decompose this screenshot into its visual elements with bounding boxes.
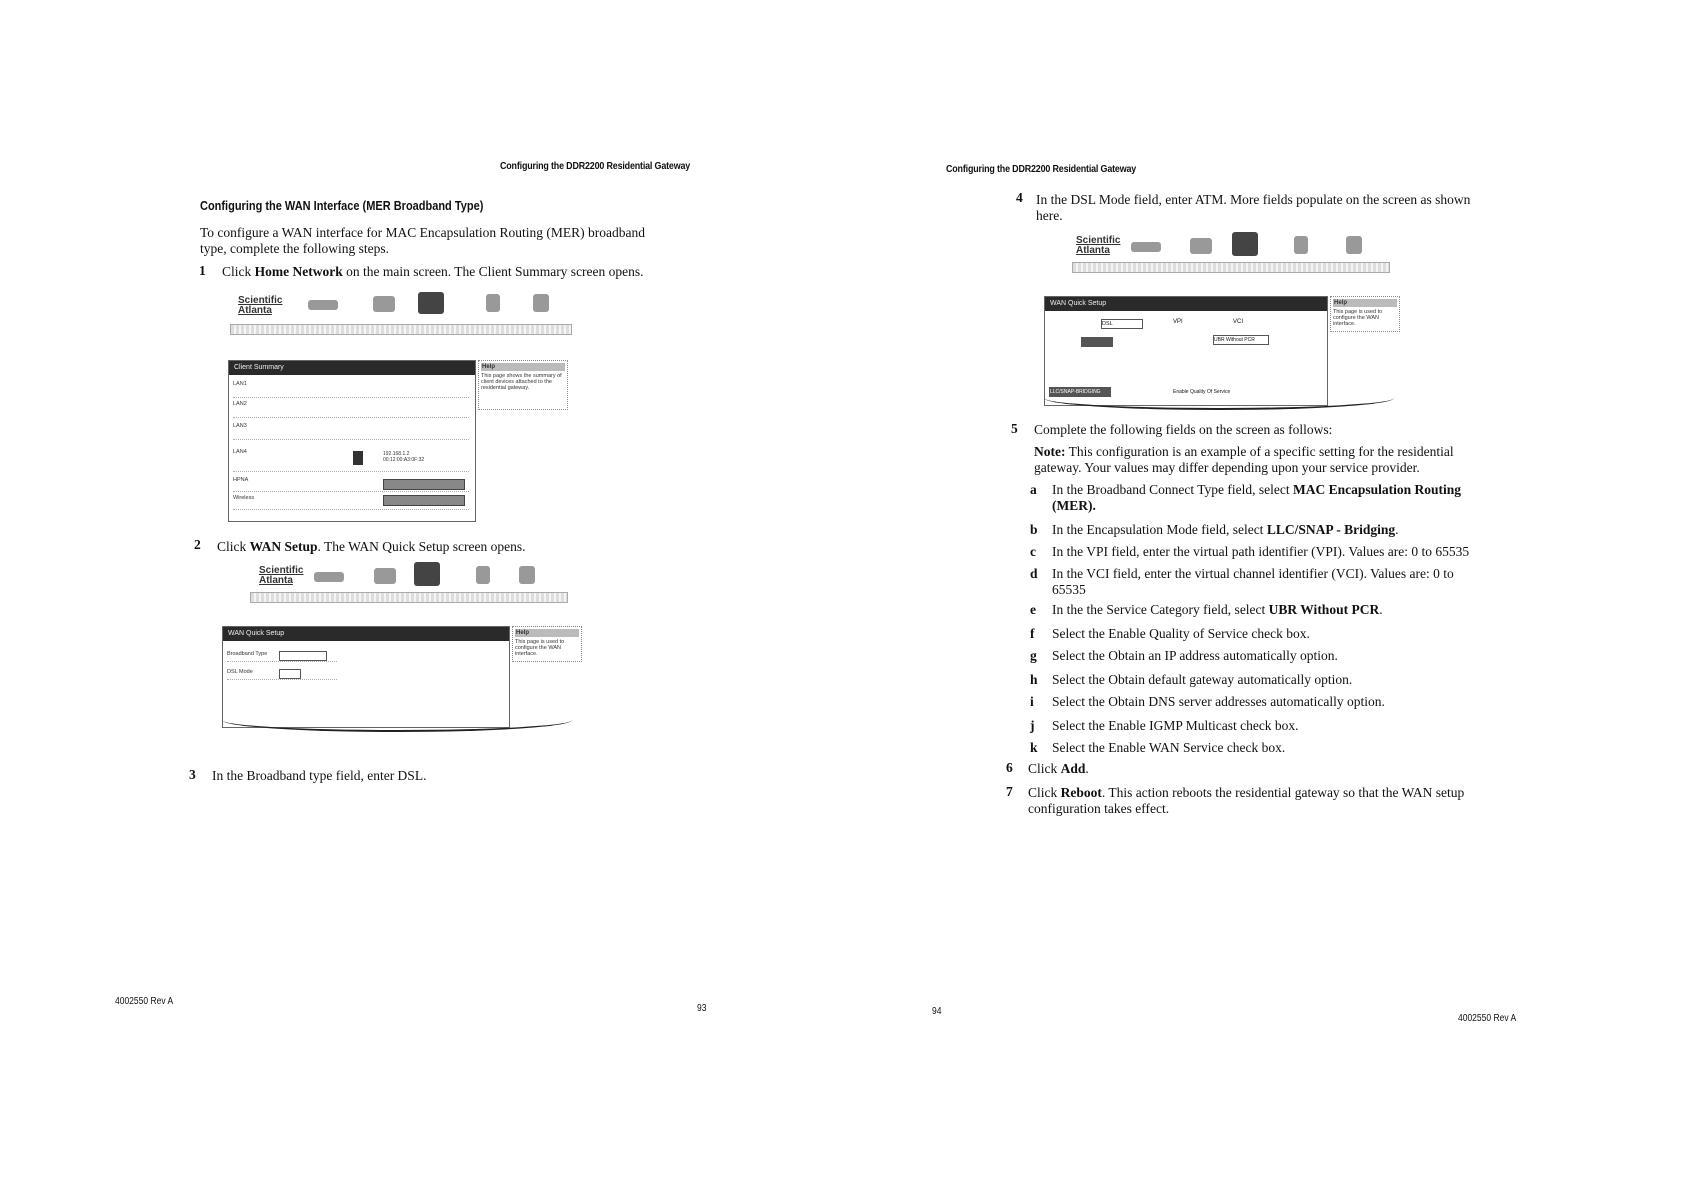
note-label: Note:	[1034, 444, 1066, 459]
broadband-type-select[interactable]	[279, 651, 327, 661]
system-icon	[308, 300, 338, 310]
step-text: . This action reboots the residential gateway so that the WAN setup	[1101, 785, 1465, 800]
panel-title: WAN Quick Setup	[1045, 297, 1327, 311]
step-text: on the main screen. The Client Summary screen opens.	[342, 264, 644, 279]
step-text: Click	[217, 539, 250, 554]
dsl-mode-select[interactable]	[279, 669, 301, 679]
client-address: 192.168.1.2 00:12:00:A3:0F:32	[383, 451, 425, 463]
step-6-text	[1028, 761, 1089, 777]
step-text: Click	[222, 264, 255, 279]
intro-line: type, complete the following steps.	[200, 241, 389, 256]
table-row: LAN2	[233, 401, 469, 418]
step-3-text: In the Broadband type field, enter DSL.	[212, 768, 427, 783]
substep-text-part: In the Encapsulation Mode field, select	[1052, 522, 1267, 537]
security-icon	[476, 566, 490, 584]
right-running-header: Configuring the DDR2200 Residential Gateway	[946, 163, 1137, 175]
substep-item	[1030, 648, 1610, 664]
qos-checkbox-label[interactable]: Enable Quality Of Service	[1173, 389, 1231, 395]
nav-bar[interactable]	[230, 324, 572, 335]
step-number: 1	[199, 263, 206, 278]
substep-text-line2: (MER).	[1052, 498, 1096, 513]
home-network-icon	[1232, 232, 1258, 256]
help-text: This page shows the summary of client devices attached to the residential gateway.	[481, 373, 562, 391]
step-2-text	[217, 539, 525, 555]
step-text: Click	[1028, 761, 1061, 776]
step-number: 4	[1016, 190, 1023, 205]
system-icon	[1131, 242, 1161, 252]
show-button[interactable]	[383, 495, 465, 506]
field-label: DSL Mode	[227, 669, 253, 675]
encapsulation-mode-select[interactable]: LLC/SNAP-BRIDGING	[1049, 387, 1111, 397]
step-7-text	[1028, 785, 1608, 817]
vpi-label: VPI	[1173, 319, 1183, 325]
client-summary-panel	[228, 360, 476, 522]
help-box	[1330, 296, 1400, 332]
step-bold: Reboot	[1060, 785, 1102, 800]
row-label: LAN4	[233, 449, 247, 455]
substep-letter: f	[1030, 626, 1035, 641]
advanced-icon	[519, 566, 535, 584]
substep-text	[1052, 740, 1610, 756]
show-button[interactable]	[383, 479, 465, 490]
substep-text-part: In the the Service Category field, select	[1052, 602, 1269, 617]
dsl-icon	[1190, 238, 1212, 254]
substep-text-part: Select the Obtain default gateway automatically option.	[1052, 672, 1353, 687]
substep-letter: c	[1030, 544, 1036, 559]
home-network-icon	[414, 562, 440, 586]
substep-text-part: Select the Enable IGMP Multicast check box.	[1052, 718, 1299, 733]
step-number: 7	[1006, 784, 1013, 799]
wan-setup-panel	[222, 626, 510, 728]
help-text: This page is used to configure the WAN interface.	[1333, 309, 1383, 327]
intro-line: To configure a WAN interface for MAC Encapsulation Routing (MER) broadband	[200, 225, 645, 240]
step-number: 3	[189, 767, 196, 782]
substep-text-part: Select the Obtain an IP address automatically option.	[1052, 648, 1338, 663]
note-paragraph	[1034, 444, 1594, 476]
intro-paragraph	[200, 225, 720, 257]
left-page-number: 93	[697, 1003, 707, 1014]
table-row: HPNA	[233, 477, 469, 492]
substep-item	[1030, 602, 1610, 618]
broadband-type-select[interactable]: DSL	[1101, 319, 1143, 329]
help-title: Help	[1333, 299, 1397, 307]
substep-text-part: .	[1379, 602, 1383, 617]
help-text: This page is used to configure the WAN interface.	[515, 639, 565, 657]
substep-text-line2: 65535	[1052, 582, 1086, 597]
system-icon	[314, 572, 344, 582]
wan-setup-panel	[1044, 296, 1328, 406]
substep-text-part: Select the Obtain DNS server addresses automatically option.	[1052, 694, 1385, 709]
substep-bold: MAC Encapsulation Routing	[1292, 482, 1462, 497]
substep-item	[1030, 694, 1610, 710]
computer-icon	[353, 451, 363, 465]
nav-bar[interactable]	[1072, 262, 1390, 273]
home-network-icon	[418, 292, 444, 314]
substep-text	[1052, 694, 1610, 710]
brand-logo: Scientific Atlanta	[1076, 235, 1121, 256]
section-title: Configuring the WAN Interface (MER Broadband Type)	[200, 199, 484, 213]
substep-item	[1030, 718, 1610, 734]
note-text: gateway. Your values may differ depending upon your service provider.	[1034, 460, 1420, 475]
right-page-number: 94	[932, 1006, 942, 1017]
help-title: Help	[481, 363, 565, 371]
step-number: 6	[1006, 760, 1013, 775]
substep-letter: k	[1030, 740, 1038, 755]
substep-letter: h	[1030, 672, 1038, 687]
substep-text	[1052, 602, 1610, 618]
step-text: Click	[1028, 785, 1061, 800]
left-footer-doc: 4002550 Rev A	[115, 996, 174, 1007]
service-category-select[interactable]: UBR Without PCR	[1213, 335, 1269, 345]
substep-item	[1030, 544, 1610, 560]
substep-letter: i	[1030, 694, 1034, 709]
substep-text	[1052, 566, 1610, 582]
step-line: In the DSL Mode field, enter ATM. More fields populate on the screen as shown	[1036, 192, 1471, 207]
wan-setup-expanded-screenshot	[1036, 230, 1406, 410]
substep-letter: a	[1030, 482, 1037, 497]
substep-text-part: In the Broadband Connect Type field, select	[1052, 482, 1293, 497]
substep-item	[1030, 482, 1610, 514]
substep-text	[1052, 626, 1610, 642]
substep-item	[1030, 740, 1610, 756]
panel-title: WAN Quick Setup	[223, 627, 509, 641]
step-bold: Home Network	[254, 264, 343, 279]
table-row: LAN3	[233, 423, 469, 440]
wan-quick-setup-screenshot	[214, 560, 584, 740]
substep-item	[1030, 626, 1610, 642]
torn-edge	[1044, 398, 1394, 410]
table-row	[233, 449, 469, 472]
substep-text	[1052, 672, 1610, 688]
advanced-icon	[533, 294, 549, 312]
substep-letter: j	[1030, 718, 1035, 733]
right-footer-doc: 4002550 Rev A	[1458, 1013, 1517, 1024]
vci-label: VCI	[1233, 319, 1244, 325]
step-number: 5	[1011, 421, 1018, 436]
security-icon	[1294, 236, 1308, 254]
client-summary-screenshot	[228, 288, 572, 526]
step-1-text	[222, 264, 644, 280]
dsl-icon	[373, 296, 395, 312]
step-5-text: Complete the following fields on the screen as follows:	[1034, 422, 1333, 437]
brand-logo: Scientific Atlanta	[259, 565, 304, 586]
step-number: 2	[194, 537, 201, 552]
substep-text	[1052, 718, 1610, 734]
left-running-header: Configuring the DDR2200 Residential Gateway	[500, 160, 691, 172]
step-4-text	[1036, 192, 1596, 224]
table-row: LAN1	[233, 381, 469, 398]
substep-text-part: Select the Enable WAN Service check box.	[1052, 740, 1286, 755]
note-text: This configuration is an example of a specific setting for the residential	[1065, 444, 1454, 459]
substep-text	[1052, 522, 1610, 538]
substep-text	[1052, 648, 1610, 664]
nav-bar[interactable]	[250, 592, 568, 603]
substep-letter: b	[1030, 522, 1038, 537]
substep-letter: e	[1030, 602, 1036, 617]
substep-text-part: .	[1395, 522, 1399, 537]
help-box	[478, 360, 568, 410]
substep-item	[1030, 566, 1610, 598]
security-icon	[486, 294, 500, 312]
step-line: here.	[1036, 208, 1063, 223]
help-box	[512, 626, 582, 662]
substep-text-part: Select the Enable Quality of Service check box.	[1052, 626, 1310, 641]
step-text: . The WAN Quick Setup screen opens.	[317, 539, 526, 554]
substep-text-part: In the VCI field, enter the virtual channel identifier (VCI). Values are: 0 to	[1052, 566, 1454, 581]
substep-item	[1030, 672, 1610, 688]
step-line: configuration takes effect.	[1028, 801, 1170, 816]
substep-text	[1052, 544, 1610, 560]
step-bold: Add	[1060, 761, 1086, 776]
dsl-mode-select[interactable]	[1081, 337, 1113, 347]
field-label: Broadband Type	[227, 651, 268, 657]
table-row: Wireless	[233, 495, 469, 510]
step-text: .	[1085, 761, 1089, 776]
panel-title: Client Summary	[229, 361, 475, 375]
help-title: Help	[515, 629, 579, 637]
substep-item	[1030, 522, 1610, 538]
step-bold: WAN Setup	[249, 539, 318, 554]
brand-logo: Scientific Atlanta	[238, 295, 283, 316]
substep-text	[1052, 482, 1610, 498]
advanced-icon	[1346, 236, 1362, 254]
substep-bold: UBR Without PCR	[1268, 602, 1380, 617]
substep-bold: LLC/SNAP - Bridging	[1266, 522, 1396, 537]
dsl-icon	[374, 568, 396, 584]
substep-letter: g	[1030, 648, 1037, 663]
torn-edge	[222, 720, 572, 732]
substep-text-part: In the VPI field, enter the virtual path identifier (VPI). Values are: 0 to 65535	[1052, 544, 1470, 559]
substep-letter: d	[1030, 566, 1038, 581]
